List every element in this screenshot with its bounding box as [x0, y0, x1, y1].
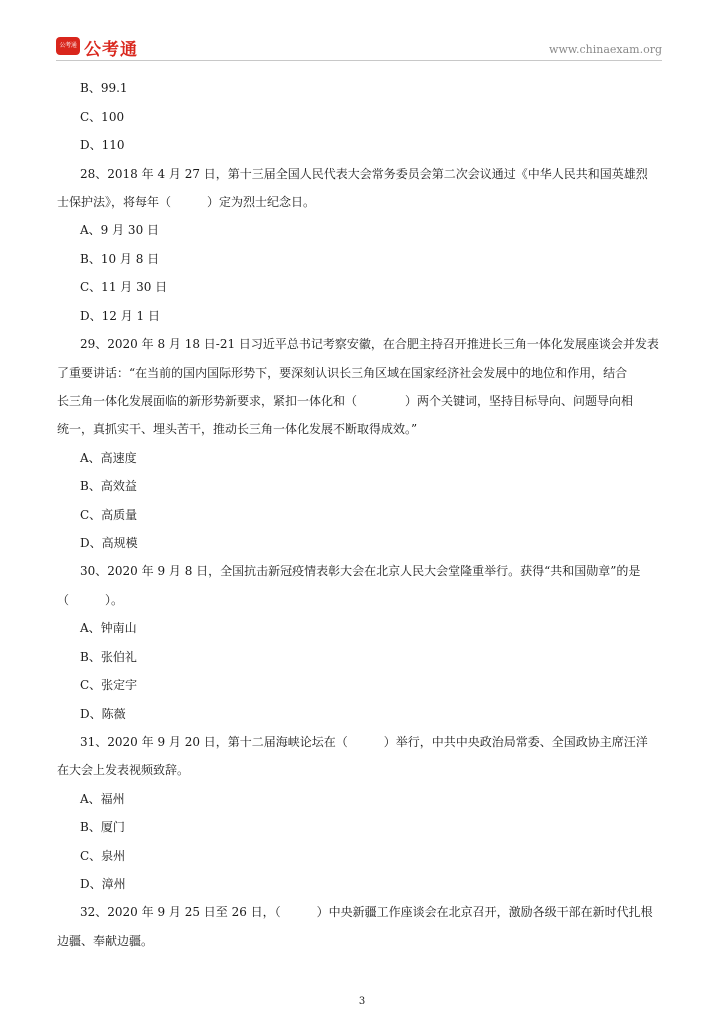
option: B、张伯礼 [80, 650, 137, 664]
question-text: 28、2018 年 4 月 27 日，第十三届全国人民代表大会常务委员会第二次会议通过《中华人民共和国英雄烈 [80, 167, 648, 181]
site-url[interactable]: www.chinaexam.org [549, 43, 662, 56]
logo-badge: 公考通 [56, 37, 80, 55]
option: C、11 月 30 日 [80, 280, 168, 294]
question-text: 31、2020 年 9 月 20 日，第十二届海峡论坛在（ ）举行，中共中央政治局常委、全国政协主席汪洋 [80, 735, 648, 749]
page-number: 3 [358, 996, 366, 1007]
option: B、高效益 [80, 479, 137, 493]
question-text: 32、2020 年 9 月 25 日至 26 日，（ ）中央新疆工作座谈会在北京召开，激励各级干部在新时代扎根 [80, 905, 653, 919]
option: A、9 月 30 日 [80, 223, 160, 237]
question-text: 边疆、奉献边疆。 [57, 934, 154, 948]
option: C、张定宇 [80, 678, 138, 692]
option: A、钟南山 [80, 621, 137, 635]
option: D、陈薇 [80, 707, 126, 721]
option: D、漳州 [80, 877, 126, 891]
option: B、10 月 8 日 [80, 252, 160, 266]
option: A、福州 [80, 792, 125, 806]
option: C、100 [80, 110, 125, 124]
option: C、泉州 [80, 849, 126, 863]
option: D、110 [80, 138, 125, 152]
option: D、12 月 1 日 [80, 309, 160, 323]
question-text: 士保护法》，将每年（ ）定为烈士纪念日。 [57, 195, 316, 209]
logo-text: 公考通 [84, 40, 138, 60]
question-text: （ ）。 [57, 593, 124, 607]
page-header [56, 36, 662, 58]
question-text: 长三角一体化发展面临的新形势新要求，紧扣一体化和（ ）两个关键词，坚持目标导向、问题导向相 [57, 394, 634, 408]
question-text: 30、2020 年 9 月 8 日，全国抗击新冠疫情表彰大会在北京人民大会堂隆重举行。获得“共和国勋章”的是 [80, 564, 641, 578]
option: D、高规模 [80, 536, 138, 550]
option: C、高质量 [80, 508, 138, 522]
question-text: 了重要讲话：“在当前的国内国际形势下，要深刻认识长三角区域在国家经济社会发展中的地位和作用，结合 [57, 366, 628, 380]
question-text: 29、2020 年 8 月 18 日-21 日习近平总书记考察安徽，在合肥主持召开推进长三角一体化发展座谈会并发表 [80, 337, 659, 351]
question-text: 统一，真抓实干、埋头苦干，推动长三角一体化发展不断取得成效。” [57, 422, 418, 436]
option: B、厦门 [80, 820, 125, 834]
question-text: 在大会上发表视频致辞。 [57, 763, 190, 777]
option: A、高速度 [80, 451, 137, 465]
option: B、99.1 [80, 81, 128, 95]
header-rule [56, 60, 662, 61]
